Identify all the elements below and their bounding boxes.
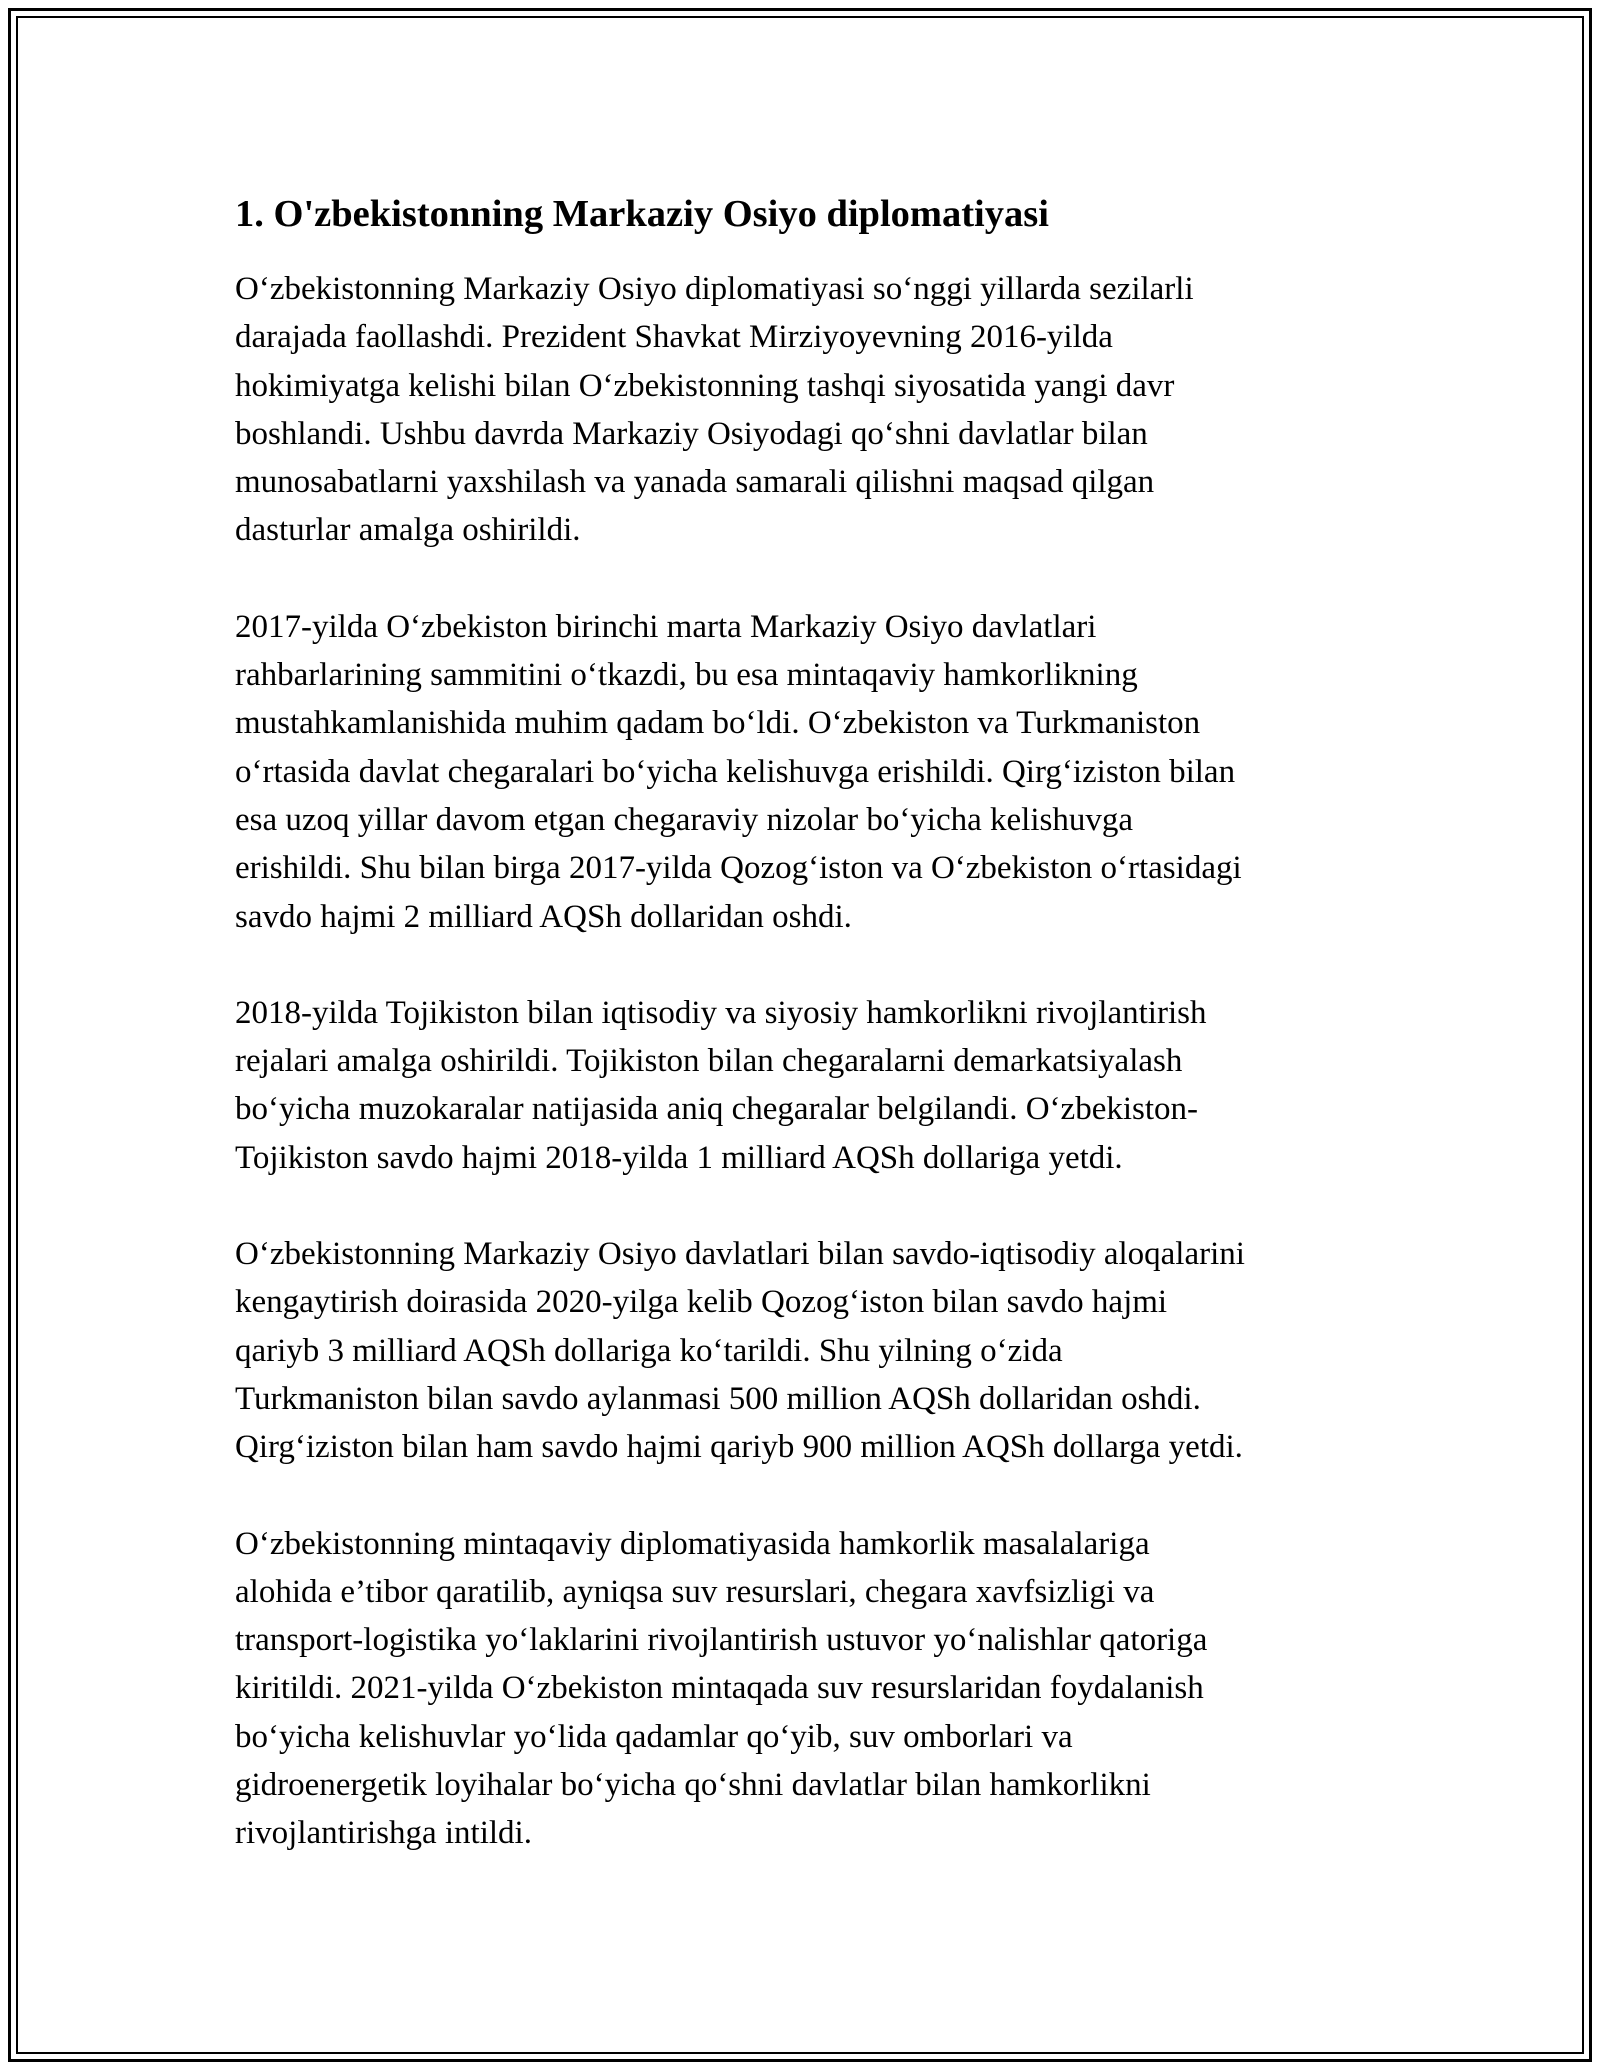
text-line: erishildi. Shu bilan birga 2017-yilda Qozog‘iston va O‘zbekiston o‘rtasidagi (235, 850, 1242, 887)
text-line: bo‘yicha kelishuvlar yo‘lida qadamlar qo‘yib, suv omborlari va (235, 1718, 1073, 1755)
paragraph-2 (235, 603, 1365, 941)
text-line: esa uzoq yillar davom etgan chegaraviy nizolar bo‘yicha kelishuvga (235, 801, 1133, 838)
text-line: dasturlar amalga oshirildi. (235, 512, 581, 549)
text-line: munosabatlarni yaxshilash va yanada samarali qilishni maqsad qilgan (235, 464, 1155, 501)
paragraph-1 (235, 265, 1365, 555)
text-line: rahbarlarining sammitini o‘tkazdi, bu esa mintaqaviy hamkorlikning (235, 657, 1138, 694)
text-line: qariyb 3 milliard AQSh dollariga ko‘tarildi. Shu yilning o‘zida (235, 1332, 1063, 1369)
text-line: o‘rtasida davlat chegaralari bo‘yicha kelishuvga erishildi. Qirg‘iziston bilan (235, 753, 1236, 790)
paragraph-3 (235, 989, 1365, 1182)
text-line: O‘zbekistonning Markaziy Osiyo diplomatiyasi so‘nggi yillarda sezilarli (235, 271, 1194, 307)
text-line: Tojikiston savdo hajmi 2018-yilda 1 milliard AQSh dollariga yetdi. (235, 1139, 1123, 1176)
paragraph-4 (235, 1230, 1365, 1471)
text-line: Qirg‘iziston bilan ham savdo hajmi qariyb 900 million AQSh dollarga yetdi. (235, 1429, 1243, 1466)
text-line: hokimiyatga kelishi bilan O‘zbekistonning tashqi siyosatida yangi davr (235, 367, 1175, 404)
text-line: transport-logistika yo‘laklarini rivojlantirish ustuvor yo‘nalishlar qatoriga (235, 1622, 1208, 1659)
text-line: darajada faollashdi. Prezident Shavkat Mirziyoyevning 2016-yilda (235, 319, 1113, 356)
text-line: rivojlantirishga intildi. (235, 1815, 532, 1852)
document-body (235, 185, 1365, 1906)
text-line: 2018-yilda Tojikiston bilan iqtisodiy va siyosiy hamkorlikni rivojlantirish (235, 994, 1207, 1031)
page-title: 1. O'zbekistonning Markaziy Osiyo diplomatiyasi (235, 193, 1049, 235)
text-line: O‘zbekistonning Markaziy Osiyo davlatlari bilan savdo-iqtisodiy aloqalarini (235, 1236, 1245, 1273)
text-line: rejalari amalga oshirildi. Tojikiston bilan chegaralarni demarkatsiyalash (235, 1043, 1183, 1080)
text-line: kiritildi. 2021-yilda O‘zbekiston mintaqada suv resurslaridan foydalanish (235, 1670, 1204, 1707)
text-line: kengaytirish doirasida 2020-yilga kelib Qozog‘iston bilan savdo hajmi (235, 1284, 1168, 1321)
text-line: O‘zbekistonning mintaqaviy diplomatiyasida hamkorlik masalalariga (235, 1525, 1150, 1562)
text-line: mustahkamlanishida muhim qadam bo‘ldi. O‘zbekiston va Turkmaniston (235, 705, 1201, 742)
text-line: gidroenergetik loyihalar bo‘yicha qo‘shni davlatlar bilan hamkorlikni (235, 1767, 1151, 1804)
text-line: 2017-yilda O‘zbekiston birinchi marta Markaziy Osiyo davlatlari (235, 608, 1097, 645)
paragraph-5 (235, 1520, 1365, 1858)
text-line: savdo hajmi 2 milliard AQSh dollaridan oshdi. (235, 898, 852, 935)
text-line: Turkmaniston bilan savdo aylanmasi 500 million AQSh dollaridan oshdi. (235, 1380, 1201, 1417)
text-line: bo‘yicha muzokaralar natijasida aniq chegaralar belgilandi. O‘zbekiston- (235, 1091, 1199, 1128)
text-line: boshlandi. Ushbu davrda Markaziy Osiyodagi qo‘shni davlatlar bilan (235, 415, 1148, 452)
text-line: alohida e’tibor qaratilib, ayniqsa suv resurslari, chegara xavfsizligi va (235, 1573, 1155, 1610)
